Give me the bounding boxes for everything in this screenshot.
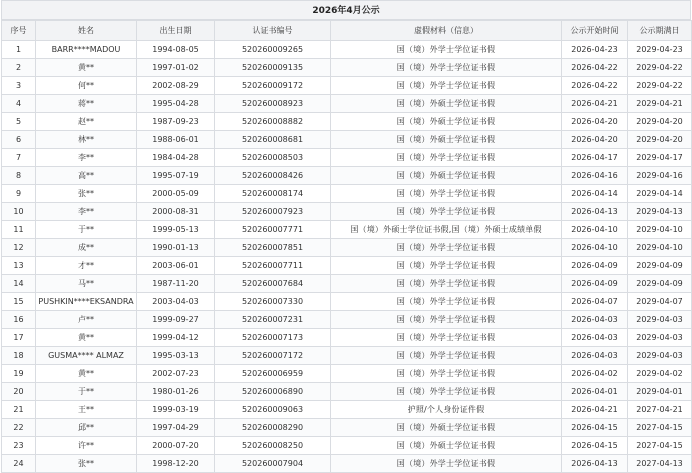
table-row — [2, 401, 692, 419]
cell-birth-date: 1995-03-13 — [137, 347, 215, 365]
cell-certificate-no: 520260009135 — [215, 59, 331, 77]
cell-false-material: 国（境）外学士学位证书假 — [331, 77, 562, 95]
table-row — [2, 167, 692, 185]
cell-end-date: 2029-04-09 — [628, 275, 692, 293]
cell-index: 2 — [2, 59, 36, 77]
cell-false-material: 国（境）外学士学位证书假 — [331, 41, 562, 59]
cell-name: 成** — [36, 239, 137, 257]
cell-end-date: 2029-04-16 — [628, 167, 692, 185]
cell-certificate-no: 520260008923 — [215, 95, 331, 113]
cell-index: 13 — [2, 257, 36, 275]
cell-end-date: 2029-04-10 — [628, 221, 692, 239]
cell-index: 9 — [2, 185, 36, 203]
cell-birth-date: 2000-07-20 — [137, 437, 215, 455]
header-index: 序号 — [2, 21, 36, 41]
header-birth-date: 出生日期 — [137, 21, 215, 41]
cell-end-date: 2029-04-03 — [628, 311, 692, 329]
cell-name: GUSMA**** ALMAZ — [36, 347, 137, 365]
table-row — [2, 59, 692, 77]
table-row — [2, 221, 692, 239]
cell-name: 卢** — [36, 311, 137, 329]
cell-name: 于** — [36, 221, 137, 239]
cell-certificate-no: 520260007330 — [215, 293, 331, 311]
table-row — [2, 455, 692, 473]
cell-name: BARR****MADOU — [36, 41, 137, 59]
cell-end-date: 2029-04-20 — [628, 113, 692, 131]
cell-false-material: 国（境）外硕士学位证书假 — [331, 95, 562, 113]
cell-end-date: 2029-04-14 — [628, 185, 692, 203]
cell-index: 18 — [2, 347, 36, 365]
cell-start-date: 2026-04-13 — [562, 203, 628, 221]
cell-end-date: 2027-04-15 — [628, 437, 692, 455]
cell-false-material: 国（境）外学士学位证书假 — [331, 293, 562, 311]
cell-birth-date: 1988-06-01 — [137, 131, 215, 149]
cell-certificate-no: 520260006959 — [215, 365, 331, 383]
cell-start-date: 2026-04-10 — [562, 239, 628, 257]
table-row — [2, 77, 692, 95]
cell-false-material: 国（境）外硕士学位证书假 — [331, 113, 562, 131]
cell-birth-date: 2000-08-31 — [137, 203, 215, 221]
header-certificate-no: 认证书编号 — [215, 21, 331, 41]
cell-false-material: 国（境）外硕士学位证书假 — [331, 131, 562, 149]
cell-start-date: 2026-04-13 — [562, 455, 628, 473]
table-row — [2, 131, 692, 149]
cell-name: 于** — [36, 383, 137, 401]
cell-name: 王** — [36, 401, 137, 419]
cell-certificate-no: 520260008174 — [215, 185, 331, 203]
cell-start-date: 2026-04-03 — [562, 329, 628, 347]
cell-birth-date: 1997-01-02 — [137, 59, 215, 77]
cell-false-material: 国（境）外学士学位证书假 — [331, 329, 562, 347]
cell-birth-date: 1990-01-13 — [137, 239, 215, 257]
cell-start-date: 2026-04-01 — [562, 383, 628, 401]
cell-start-date: 2026-04-17 — [562, 149, 628, 167]
cell-start-date: 2026-04-22 — [562, 77, 628, 95]
cell-birth-date: 2002-07-23 — [137, 365, 215, 383]
cell-start-date: 2026-04-16 — [562, 167, 628, 185]
cell-start-date: 2026-04-21 — [562, 401, 628, 419]
cell-index: 17 — [2, 329, 36, 347]
table-row — [2, 311, 692, 329]
header-row — [2, 21, 692, 41]
cell-start-date: 2026-04-03 — [562, 311, 628, 329]
cell-certificate-no: 520260009172 — [215, 77, 331, 95]
table-row — [2, 419, 692, 437]
cell-certificate-no: 520260008503 — [215, 149, 331, 167]
cell-end-date: 2029-04-13 — [628, 203, 692, 221]
cell-start-date: 2026-04-15 — [562, 437, 628, 455]
header-false-material: 虚假材料（信息） — [331, 21, 562, 41]
publication-panel — [1, 0, 691, 468]
cell-name: 李** — [36, 149, 137, 167]
cell-name: 马** — [36, 275, 137, 293]
cell-certificate-no: 520260009063 — [215, 401, 331, 419]
table-row — [2, 383, 692, 401]
cell-index: 22 — [2, 419, 36, 437]
cell-birth-date: 1994-08-05 — [137, 41, 215, 59]
cell-end-date: 2027-04-21 — [628, 401, 692, 419]
table-row — [2, 239, 692, 257]
cell-end-date: 2029-04-17 — [628, 149, 692, 167]
cell-certificate-no: 520260009265 — [215, 41, 331, 59]
table-row — [2, 257, 692, 275]
cell-false-material: 国（境）外学士学位证书假 — [331, 257, 562, 275]
cell-certificate-no: 520260007851 — [215, 239, 331, 257]
table-row — [2, 113, 692, 131]
cell-index: 19 — [2, 365, 36, 383]
cell-certificate-no: 520260006890 — [215, 383, 331, 401]
publication-table — [1, 20, 692, 473]
cell-birth-date: 1997-04-29 — [137, 419, 215, 437]
cell-false-material: 国（境）外学士学位证书假 — [331, 59, 562, 77]
cell-name: 黄** — [36, 365, 137, 383]
cell-start-date: 2026-04-03 — [562, 347, 628, 365]
cell-false-material: 国（境）外学士学位证书假 — [331, 311, 562, 329]
cell-false-material: 国（境）外学士学位证书假 — [331, 149, 562, 167]
cell-birth-date: 1999-04-12 — [137, 329, 215, 347]
table-row — [2, 293, 692, 311]
cell-index: 8 — [2, 167, 36, 185]
header-start-date: 公示开始时间 — [562, 21, 628, 41]
cell-index: 12 — [2, 239, 36, 257]
cell-start-date: 2026-04-23 — [562, 41, 628, 59]
table-row — [2, 149, 692, 167]
cell-name: 高** — [36, 167, 137, 185]
cell-birth-date: 2003-06-01 — [137, 257, 215, 275]
table-row — [2, 347, 692, 365]
cell-index: 10 — [2, 203, 36, 221]
cell-certificate-no: 520260007172 — [215, 347, 331, 365]
cell-birth-date: 1995-07-19 — [137, 167, 215, 185]
cell-certificate-no: 520260008290 — [215, 419, 331, 437]
cell-start-date: 2026-04-20 — [562, 131, 628, 149]
cell-certificate-no: 520260007231 — [215, 311, 331, 329]
cell-name: 邱** — [36, 419, 137, 437]
cell-index: 5 — [2, 113, 36, 131]
cell-name: PUSHKIN****EKSANDRA — [36, 293, 137, 311]
cell-certificate-no: 520260007711 — [215, 257, 331, 275]
cell-end-date: 2029-04-09 — [628, 257, 692, 275]
table-row — [2, 365, 692, 383]
cell-index: 24 — [2, 455, 36, 473]
cell-index: 14 — [2, 275, 36, 293]
cell-end-date: 2029-04-07 — [628, 293, 692, 311]
cell-index: 16 — [2, 311, 36, 329]
cell-birth-date: 1998-12-20 — [137, 455, 215, 473]
cell-name: 黄** — [36, 329, 137, 347]
cell-birth-date: 1999-03-19 — [137, 401, 215, 419]
cell-certificate-no: 520260007923 — [215, 203, 331, 221]
cell-certificate-no: 520260007684 — [215, 275, 331, 293]
table-body — [2, 41, 692, 473]
cell-false-material: 国（境）外学士学位证书假 — [331, 365, 562, 383]
cell-index: 20 — [2, 383, 36, 401]
cell-start-date: 2026-04-09 — [562, 275, 628, 293]
cell-name: 才** — [36, 257, 137, 275]
table-header — [2, 21, 692, 41]
cell-birth-date: 1995-04-28 — [137, 95, 215, 113]
cell-name: 林** — [36, 131, 137, 149]
cell-name: 黄** — [36, 59, 137, 77]
cell-index: 21 — [2, 401, 36, 419]
cell-name: 张** — [36, 185, 137, 203]
cell-certificate-no: 520260007904 — [215, 455, 331, 473]
cell-certificate-no: 520260008426 — [215, 167, 331, 185]
cell-certificate-no: 520260007173 — [215, 329, 331, 347]
cell-end-date: 2027-04-15 — [628, 419, 692, 437]
cell-index: 11 — [2, 221, 36, 239]
cell-start-date: 2026-04-07 — [562, 293, 628, 311]
cell-index: 3 — [2, 77, 36, 95]
cell-false-material: 国（境）外学士学位证书假 — [331, 185, 562, 203]
cell-birth-date: 2002-08-29 — [137, 77, 215, 95]
cell-false-material: 国（境）外学士学位证书假 — [331, 383, 562, 401]
table-row — [2, 185, 692, 203]
cell-end-date: 2029-04-10 — [628, 239, 692, 257]
cell-index: 6 — [2, 131, 36, 149]
cell-false-material: 国（境）外学士学位证书假 — [331, 455, 562, 473]
header-end-date: 公示期满日 — [628, 21, 692, 41]
cell-birth-date: 2003-04-03 — [137, 293, 215, 311]
cell-birth-date: 2000-05-09 — [137, 185, 215, 203]
cell-start-date: 2026-04-02 — [562, 365, 628, 383]
cell-false-material: 护照/个人身份证件假 — [331, 401, 562, 419]
table-row — [2, 95, 692, 113]
cell-name: 蒋** — [36, 95, 137, 113]
cell-name: 何** — [36, 77, 137, 95]
table-row — [2, 203, 692, 221]
cell-certificate-no: 520260008250 — [215, 437, 331, 455]
cell-name: 许** — [36, 437, 137, 455]
cell-index: 15 — [2, 293, 36, 311]
cell-start-date: 2026-04-14 — [562, 185, 628, 203]
cell-end-date: 2029-04-03 — [628, 329, 692, 347]
cell-index: 1 — [2, 41, 36, 59]
cell-false-material: 国（境）外学士学位证书假 — [331, 203, 562, 221]
table-title: 2026年4月公示 — [1, 0, 691, 20]
cell-certificate-no: 520260007771 — [215, 221, 331, 239]
cell-index: 23 — [2, 437, 36, 455]
cell-index: 7 — [2, 149, 36, 167]
cell-end-date: 2029-04-21 — [628, 95, 692, 113]
cell-birth-date: 1999-05-13 — [137, 221, 215, 239]
cell-false-material: 国（境）外学士学位证书假 — [331, 347, 562, 365]
table-row — [2, 437, 692, 455]
cell-end-date: 2029-04-01 — [628, 383, 692, 401]
cell-start-date: 2026-04-21 — [562, 95, 628, 113]
cell-end-date: 2029-04-02 — [628, 365, 692, 383]
cell-start-date: 2026-04-10 — [562, 221, 628, 239]
cell-end-date: 2029-04-23 — [628, 41, 692, 59]
table-row — [2, 41, 692, 59]
table-row — [2, 275, 692, 293]
cell-false-material: 国（境）外学士学位证书假 — [331, 239, 562, 257]
cell-birth-date: 1987-09-23 — [137, 113, 215, 131]
cell-name: 赵** — [36, 113, 137, 131]
cell-certificate-no: 520260008681 — [215, 131, 331, 149]
cell-birth-date: 1984-04-28 — [137, 149, 215, 167]
header-name: 姓名 — [36, 21, 137, 41]
cell-start-date: 2026-04-22 — [562, 59, 628, 77]
cell-index: 4 — [2, 95, 36, 113]
cell-false-material: 国（境）外硕士学位证书假,国（境）外硕士成绩单假 — [331, 221, 562, 239]
cell-certificate-no: 520260008882 — [215, 113, 331, 131]
cell-birth-date: 1999-09-27 — [137, 311, 215, 329]
cell-name: 李** — [36, 203, 137, 221]
cell-start-date: 2026-04-15 — [562, 419, 628, 437]
cell-false-material: 国（境）外硕士学位证书假 — [331, 437, 562, 455]
cell-start-date: 2026-04-20 — [562, 113, 628, 131]
cell-birth-date: 1980-01-26 — [137, 383, 215, 401]
cell-name: 张** — [36, 455, 137, 473]
cell-false-material: 国（境）外硕士学位证书假 — [331, 419, 562, 437]
cell-end-date: 2027-04-13 — [628, 455, 692, 473]
cell-end-date: 2029-04-22 — [628, 59, 692, 77]
cell-end-date: 2029-04-03 — [628, 347, 692, 365]
table-row — [2, 329, 692, 347]
cell-end-date: 2029-04-20 — [628, 131, 692, 149]
cell-false-material: 国（境）外硕士学位证书假 — [331, 167, 562, 185]
cell-start-date: 2026-04-09 — [562, 257, 628, 275]
cell-birth-date: 1987-11-20 — [137, 275, 215, 293]
cell-false-material: 国（境）外学士学位证书假 — [331, 275, 562, 293]
cell-end-date: 2029-04-22 — [628, 77, 692, 95]
